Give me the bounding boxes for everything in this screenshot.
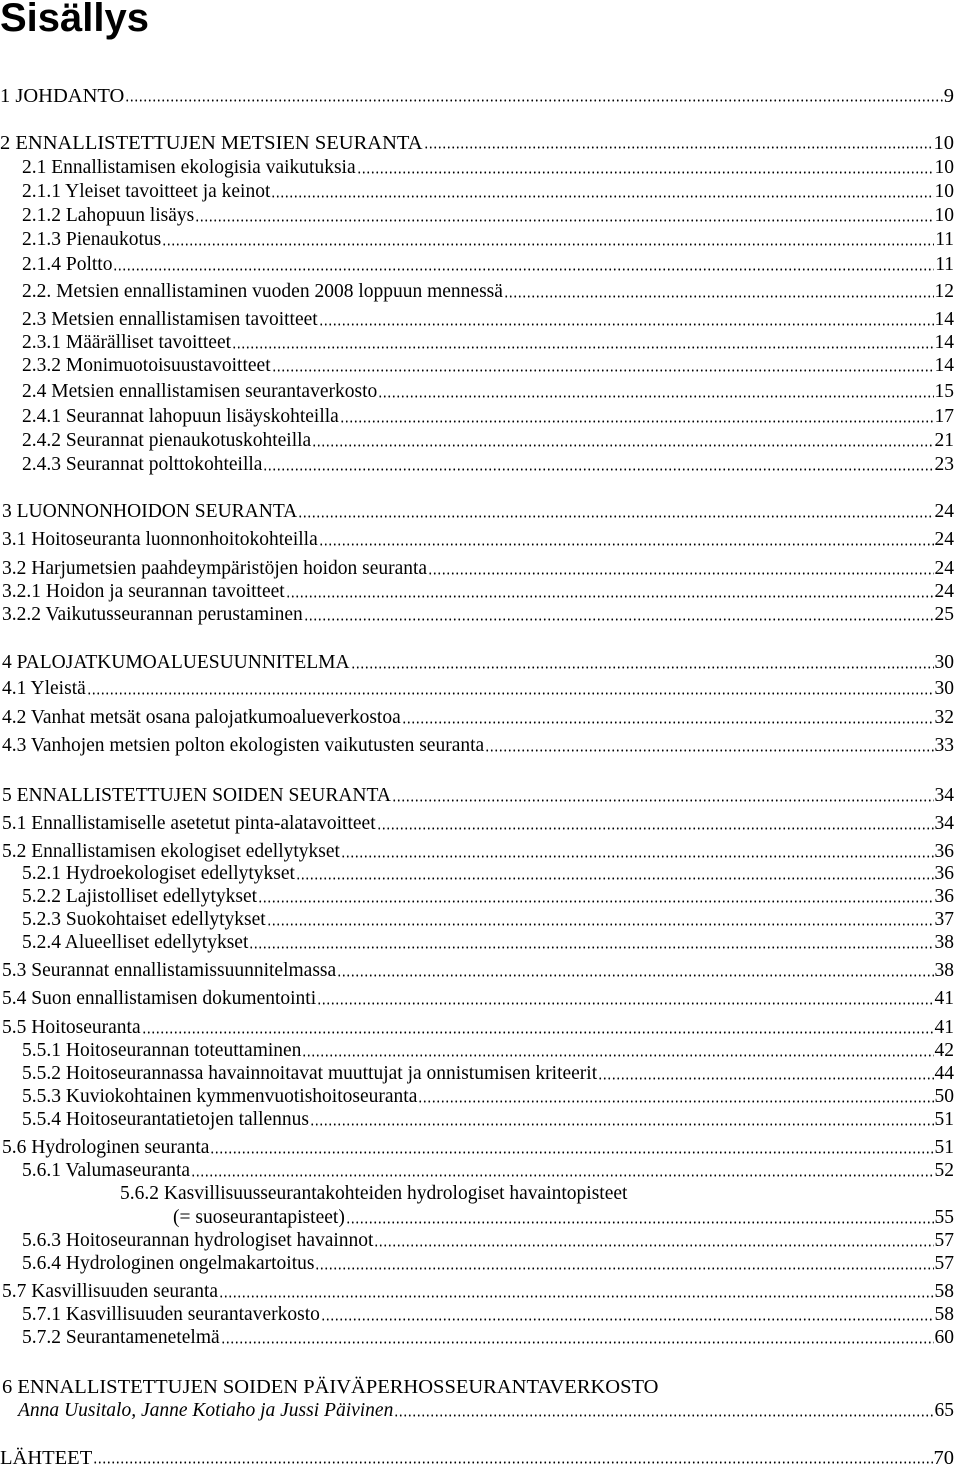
toc-entry-text: 5.7.1 Kasvillisuuden seurantaverkosto <box>22 1304 320 1325</box>
toc-entry-text: 5.5.4 Hoitoseurantatietojen tallennus <box>22 1109 310 1130</box>
toc-entry-5-2-1[interactable] <box>22 862 954 886</box>
dot-leader <box>598 1076 933 1081</box>
toc-entry-2-1[interactable] <box>22 156 954 180</box>
dot-leader <box>317 1001 933 1006</box>
toc-page-number: 51 <box>934 1137 954 1158</box>
toc-entry-text: 2.3.1 Määrälliset tavoitteet <box>22 332 232 353</box>
toc-entry-ch6-authors[interactable] <box>18 1399 954 1423</box>
toc-page-number: 41 <box>934 1017 954 1038</box>
toc-entry-text: 3.2.2 Vaikutusseurannan perustaminen <box>2 604 303 625</box>
toc-page-number: 14 <box>934 309 954 330</box>
dot-leader <box>357 170 934 175</box>
dot-leader <box>377 826 934 831</box>
toc-entry-text: 6 ENNALLISTETTUJEN SOIDEN PÄIVÄPERHOSSEURANTAVERKOSTO <box>2 1376 659 1398</box>
dot-leader <box>394 1413 933 1418</box>
toc-entry-text: 2 ENNALLISTETTUJEN METSIEN SEURANTA <box>0 132 423 154</box>
toc-entry-text: 3 LUONNONHOIDON SEURANTA <box>2 501 298 522</box>
toc-page-number: 41 <box>934 988 954 1009</box>
toc-entry-text: 5.2 Ennallistamisen ekologiset edellytykset <box>2 841 340 862</box>
toc-page-number: 58 <box>934 1281 954 1302</box>
toc-entry-2-3[interactable] <box>22 308 954 332</box>
toc-entry-5-5-2[interactable] <box>22 1062 954 1086</box>
dot-leader <box>142 1030 934 1035</box>
toc-entry-text: 4 PALOJATKUMOALUESUUNNITELMA <box>2 652 350 673</box>
toc-entry-5-7[interactable] <box>2 1280 954 1304</box>
toc-entry-text: 5.6 Hydrologinen seuranta <box>2 1137 210 1158</box>
toc-page-number: 70 <box>933 1447 954 1469</box>
toc-page-number: 24 <box>934 581 954 602</box>
dot-leader <box>191 1173 933 1178</box>
toc-entry-text: 3.2 Harjumetsien paahdeympäristöjen hoidon seuranta <box>2 558 428 579</box>
toc-page-number: 36 <box>934 841 954 862</box>
toc-entry-2-3-2[interactable] <box>22 354 954 378</box>
toc-entry-text: 4.1 Yleistä <box>2 678 86 699</box>
toc-entry-2-1-1[interactable] <box>22 180 954 204</box>
dot-leader <box>374 1243 933 1248</box>
toc-entry-text: Anna Uusitalo, Janne Kotiaho ja Jussi Päivinen <box>18 1400 394 1421</box>
toc-page-number: 24 <box>934 558 954 579</box>
dot-leader <box>286 594 934 599</box>
dot-leader <box>113 267 934 272</box>
toc-page-number: 37 <box>934 909 954 930</box>
toc-entry-ch3[interactable] <box>2 500 954 524</box>
dot-leader <box>304 617 934 622</box>
toc-page-number: 30 <box>934 678 954 699</box>
toc-entry-2-4-3[interactable] <box>22 453 954 477</box>
dot-leader <box>319 322 934 327</box>
toc-page-number: 65 <box>934 1400 954 1421</box>
dot-leader <box>315 1266 933 1271</box>
toc-entry-5-6-2-cont[interactable] <box>173 1206 954 1230</box>
toc-entry-text: 5.2.2 Lajistolliset edellytykset <box>22 886 258 907</box>
toc-entry-ch4[interactable] <box>2 651 954 675</box>
toc-page-number: 34 <box>934 785 954 806</box>
toc-entry-5-3[interactable] <box>2 959 954 983</box>
toc-entry-text: 5.5 Hoitoseuranta <box>2 1017 141 1038</box>
toc-entry-text: 5.4 Suon ennallistamisen dokumentointi <box>2 988 317 1009</box>
toc-page-number: 11 <box>935 229 954 250</box>
dot-leader <box>504 294 934 299</box>
toc-entry-4-2[interactable] <box>2 706 954 730</box>
dot-leader <box>263 467 933 472</box>
dot-leader <box>321 1317 934 1322</box>
toc-entry-4-1[interactable] <box>2 677 954 701</box>
toc-page-number: 10 <box>933 132 954 154</box>
toc-entry-2-4-2[interactable] <box>22 429 954 453</box>
toc-entry-text: 2.1.3 Pienaukotus <box>22 229 162 250</box>
toc-entry-text: 5.3 Seurannat ennallistamissuunnitelmassa <box>2 960 337 981</box>
toc-entry-text: 2.3 Metsien ennallistamisen tavoitteet <box>22 309 318 330</box>
dot-leader <box>272 368 934 373</box>
toc-page-number: 58 <box>934 1304 954 1325</box>
toc-entry-5-5[interactable] <box>2 1016 954 1040</box>
toc-entry-text: 3.1 Hoitoseuranta luonnonhoitokohteilla <box>2 529 318 550</box>
toc-entry-text: 5.6.1 Valumaseuranta <box>22 1160 191 1181</box>
toc-entry-text: 2.4.1 Seurannat lahopuun lisäyskohteilla <box>22 406 339 427</box>
toc-entry-5-1[interactable] <box>2 812 954 836</box>
toc-entry-2-4-1[interactable] <box>22 405 954 429</box>
dot-leader <box>378 394 933 399</box>
toc-page-number: 11 <box>935 254 954 275</box>
dot-leader <box>195 218 933 223</box>
toc-entry-references[interactable] <box>0 1446 954 1470</box>
toc-entry-text: 5.5.2 Hoitoseurannassa havainnoitavat muuttujat ja onnistumisen kriteerit <box>22 1063 598 1084</box>
toc-entry-text: 5.6.3 Hoitoseurannan hydrologiset havainnot <box>22 1230 374 1251</box>
toc-entry-3-2-1[interactable] <box>2 580 954 604</box>
dot-leader <box>210 1150 933 1155</box>
dot-leader <box>351 665 934 670</box>
toc-entry-5-5-3[interactable] <box>22 1085 954 1109</box>
toc-entry-ch1[interactable] <box>0 84 954 108</box>
toc-page-number: 30 <box>934 652 954 673</box>
dot-leader <box>428 571 933 576</box>
toc-entry-text: 5.6.2 Kasvillisuusseurantakohteiden hydrologiset havaintopisteet <box>120 1183 628 1204</box>
toc-entry-text: 4.2 Vanhat metsät osana palojatkumoalueverkostoa <box>2 707 401 728</box>
dot-leader <box>298 514 933 519</box>
toc-entry-text: 2.3.2 Monimuotoisuustavoitteet <box>22 355 271 376</box>
toc-entry-3-2[interactable] <box>2 557 954 581</box>
toc-entry-ch2[interactable] <box>0 131 954 155</box>
dot-leader <box>346 1220 934 1225</box>
toc-entry-5-2[interactable] <box>2 840 954 864</box>
toc-entry-text: 2.4.2 Seurannat pienaukotuskohteilla <box>22 430 312 451</box>
toc-page-number: 21 <box>934 430 954 451</box>
toc-entry-text: 5.7.2 Seurantamenetelmä <box>22 1327 220 1348</box>
toc-page-number: 10 <box>934 157 954 178</box>
dot-leader <box>402 720 934 725</box>
toc-entry-text: 5 ENNALLISTETTUJEN SOIDEN SEURANTA <box>2 785 391 806</box>
dot-leader <box>485 748 933 753</box>
dot-leader <box>392 798 934 803</box>
toc-page-number: 9 <box>943 85 954 107</box>
toc-entry-2-4[interactable] <box>22 380 954 404</box>
toc-page-number: 10 <box>934 181 954 202</box>
toc-entry-text: 2.4 Metsien ennallistamisen seurantaverkosto <box>22 381 378 402</box>
dot-leader <box>232 345 933 350</box>
toc-page-number: 57 <box>934 1253 954 1274</box>
toc-entry-4-3[interactable] <box>2 734 954 758</box>
toc-page-number: 52 <box>934 1160 954 1181</box>
toc-page-number: 34 <box>934 813 954 834</box>
toc-entry-text: (= suoseurantapisteet) <box>173 1207 345 1228</box>
toc-page-number: 25 <box>934 604 954 625</box>
toc-page-number: 50 <box>934 1086 954 1107</box>
dot-leader <box>93 1460 932 1465</box>
toc-entry-5-6[interactable] <box>2 1136 954 1160</box>
dot-leader <box>271 194 933 199</box>
toc-entry-text: 2.1.1 Yleiset tavoitteet ja keinot <box>22 181 271 202</box>
toc-entry-2-3-1[interactable] <box>22 331 954 355</box>
toc-entry-5-6-2[interactable] <box>120 1182 627 1206</box>
toc-page-number: 60 <box>934 1327 954 1348</box>
toc-entry-text: 2.1.2 Lahopuun lisäys <box>22 205 195 226</box>
toc-entry-5-7-2[interactable] <box>22 1326 954 1350</box>
toc-entry-5-2-4[interactable] <box>22 931 954 955</box>
dot-leader <box>302 1053 933 1058</box>
toc-page-number: 23 <box>934 454 954 475</box>
dot-leader <box>424 145 933 150</box>
toc-entry-5-2-2[interactable] <box>22 885 954 909</box>
dot-leader <box>87 691 934 696</box>
dot-leader <box>341 854 934 859</box>
dot-leader <box>296 876 934 881</box>
toc-entry-5-5-4[interactable] <box>22 1108 954 1132</box>
toc-entry-3-2-2[interactable] <box>2 603 954 627</box>
toc-page-number: 42 <box>934 1040 954 1061</box>
dot-leader <box>319 542 934 547</box>
toc-page-number: 55 <box>934 1207 954 1228</box>
toc-page-number: 36 <box>934 886 954 907</box>
toc-page-number: 24 <box>934 501 954 522</box>
toc-page-number: 17 <box>934 406 954 427</box>
toc-page-number: 38 <box>934 932 954 953</box>
toc-entry-text: 5.5.1 Hoitoseurannan toteuttaminen <box>22 1040 302 1061</box>
toc-entry-text: 5.2.1 Hydroekologiset edellytykset <box>22 863 295 884</box>
toc-page-number: 10 <box>934 205 954 226</box>
toc-page-number: 12 <box>934 281 954 302</box>
toc-entry-5-4[interactable] <box>2 987 954 1011</box>
dot-leader <box>125 98 942 103</box>
toc-page-number: 24 <box>934 529 954 550</box>
toc-entry-2-1-2[interactable] <box>22 204 954 228</box>
toc-entry-text: 2.1.4 Poltto <box>22 254 113 275</box>
toc-entry-text: 5.6.4 Hydrologinen ongelmakartoitus <box>22 1253 315 1274</box>
toc-entry-text: 2.4.3 Seurannat polttokohteilla <box>22 454 263 475</box>
toc-entry-5-2-3[interactable] <box>22 908 954 932</box>
toc-entry-text: 3.2.1 Hoidon ja seurannan tavoitteet <box>2 581 285 602</box>
toc-entry-2-1-4[interactable] <box>22 253 954 277</box>
toc-entry-text: 5.7 Kasvillisuuden seuranta <box>2 1281 219 1302</box>
dot-leader <box>267 922 934 927</box>
toc-entry-text: 5.1 Ennallistamiselle asetetut pinta-alatavoitteet <box>2 813 376 834</box>
toc-entry-ch5[interactable] <box>2 784 954 808</box>
toc-page-number: 15 <box>934 381 954 402</box>
dot-leader <box>340 419 934 424</box>
page-title: Sisällys <box>0 0 150 40</box>
dot-leader <box>219 1294 933 1299</box>
toc-entry-5-5-1[interactable] <box>22 1039 954 1063</box>
toc-page-number: 33 <box>934 735 954 756</box>
dot-leader <box>249 945 933 950</box>
toc-page-number: 57 <box>934 1230 954 1251</box>
toc-entry-5-6-1[interactable] <box>22 1159 954 1183</box>
toc-page-number: 32 <box>934 707 954 728</box>
toc-entry-5-6-3[interactable] <box>22 1229 954 1253</box>
dot-leader <box>162 242 934 247</box>
toc-entry-text: 2.1 Ennallistamisen ekologisia vaikutuksia <box>22 157 356 178</box>
dot-leader <box>258 899 933 904</box>
toc-entry-text: 2.2. Metsien ennallistaminen vuoden 2008 loppuun mennessä <box>22 281 503 302</box>
dot-leader <box>418 1099 933 1104</box>
dot-leader <box>312 443 933 448</box>
toc-entry-text: LÄHTEET <box>0 1447 93 1469</box>
toc-entry-text: 5.2.4 Alueelliset edellytykset <box>22 932 249 953</box>
dot-leader <box>310 1122 933 1127</box>
toc-entry-text: 5.2.3 Suokohtaiset edellytykset <box>22 909 266 930</box>
toc-entry-text: 5.5.3 Kuviokohtainen kymmenvuotishoitoseuranta <box>22 1086 418 1107</box>
toc-page-number: 14 <box>934 332 954 353</box>
toc-entry-5-6-4[interactable] <box>22 1252 954 1276</box>
toc-entry-2-2[interactable] <box>22 280 954 304</box>
toc-page-number: 51 <box>934 1109 954 1130</box>
dot-leader <box>221 1340 934 1345</box>
toc-entry-text: 4.3 Vanhojen metsien polton ekologisten vaikutusten seuranta <box>2 735 485 756</box>
toc-page-number: 14 <box>934 355 954 376</box>
toc-entry-5-7-1[interactable] <box>22 1303 954 1327</box>
toc-page-number: 36 <box>934 863 954 884</box>
dot-leader <box>337 973 933 978</box>
toc-entry-text: 1 JOHDANTO <box>0 85 125 107</box>
toc-entry-3-1[interactable] <box>2 528 954 552</box>
toc-page-number: 38 <box>934 960 954 981</box>
toc-page-number: 44 <box>934 1063 954 1084</box>
toc-entry-2-1-3[interactable] <box>22 228 954 252</box>
toc-entry-ch6[interactable] <box>2 1375 658 1399</box>
